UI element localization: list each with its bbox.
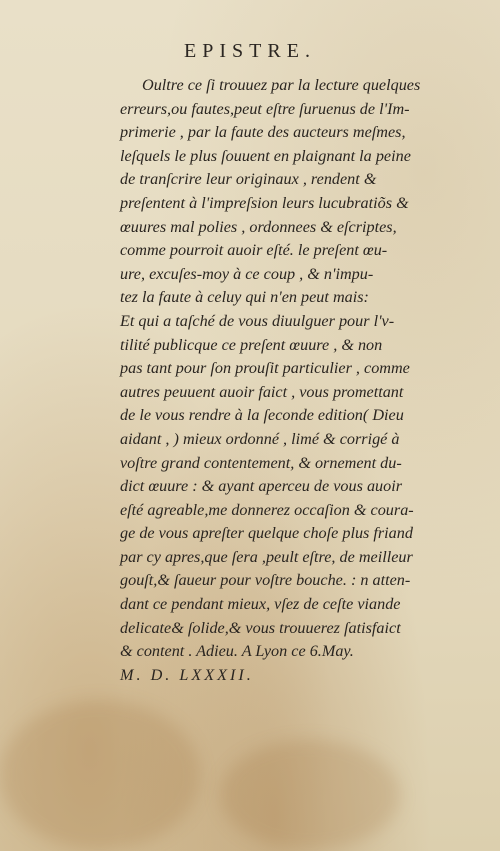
text-line: comme pourroit auoir eſté. le preſent œu- [120, 241, 388, 260]
text-line: M. D. LXXXII. [120, 665, 254, 684]
text-line: Et qui a taſché de vous diuulguer pour l'v- [120, 311, 395, 330]
text-line: dant ce pendant mieux, vſez de ceſte viande [120, 595, 401, 614]
text-line: pas tant pour ſon prouſit particulier , comme [120, 359, 410, 378]
text-line: ure, excuſes-moy à ce coup , & n'impu- [120, 264, 374, 283]
text-line: erreurs,ou fautes,peut eſtre ſuruenus de l'Im- [120, 99, 410, 118]
water-stain [220, 740, 400, 850]
text-line: aidant , ) mieux ordonné , limé & corrigé à [120, 429, 400, 448]
water-stain [0, 700, 200, 850]
text-line: & content . Adieu. A Lyon ce 6.May. [120, 642, 354, 661]
text-line: eſté agreable,me donnerez occaſion & coura- [120, 500, 414, 519]
text-line: delicate& ſolide,& vous trouuerez ſatisfaict [120, 618, 401, 637]
text-line: tez la faute à celuy qui n'en peut mais: [120, 288, 369, 307]
text-line: tilité publicque ce preſent œuure , & non [120, 335, 383, 354]
text-line: autres peuuent auoir faict , vous promettant [120, 382, 404, 401]
text-line: gouſt,& ſaueur pour voſtre bouche. : n atten- [120, 571, 411, 590]
text-line: par cy apres,que ſera ,peult eſtre, de meilleur [120, 547, 413, 566]
epistle-text [120, 74, 472, 687]
text-line: œuures mal polies , ordonnees & eſcriptes, [120, 217, 397, 236]
text-line: ge de vous apreſter quelque choſe plus friand [120, 524, 413, 543]
text-line: primerie , par la faute des aucteurs meſmes, [120, 123, 406, 142]
text-line: de le vous rendre à la ſeconde edition( Dieu [120, 406, 404, 425]
page-header: EPISTRE. [184, 40, 316, 62]
text-line: Oultre ce ſi trouuez par la lecture quelques [142, 76, 421, 94]
text-line: voſtre grand contentement, & ornement du- [120, 453, 402, 472]
text-line: de tranſcrire leur originaux , rendent & [120, 170, 377, 189]
text-line: dict œuure : & ayant aperceu de vous auoir [120, 477, 403, 496]
text-line: leſquels le plus ſouuent en plaignant la peine [120, 146, 411, 165]
text-line: preſentent à l'impreſsion leurs lucubratiõs & [120, 193, 409, 212]
